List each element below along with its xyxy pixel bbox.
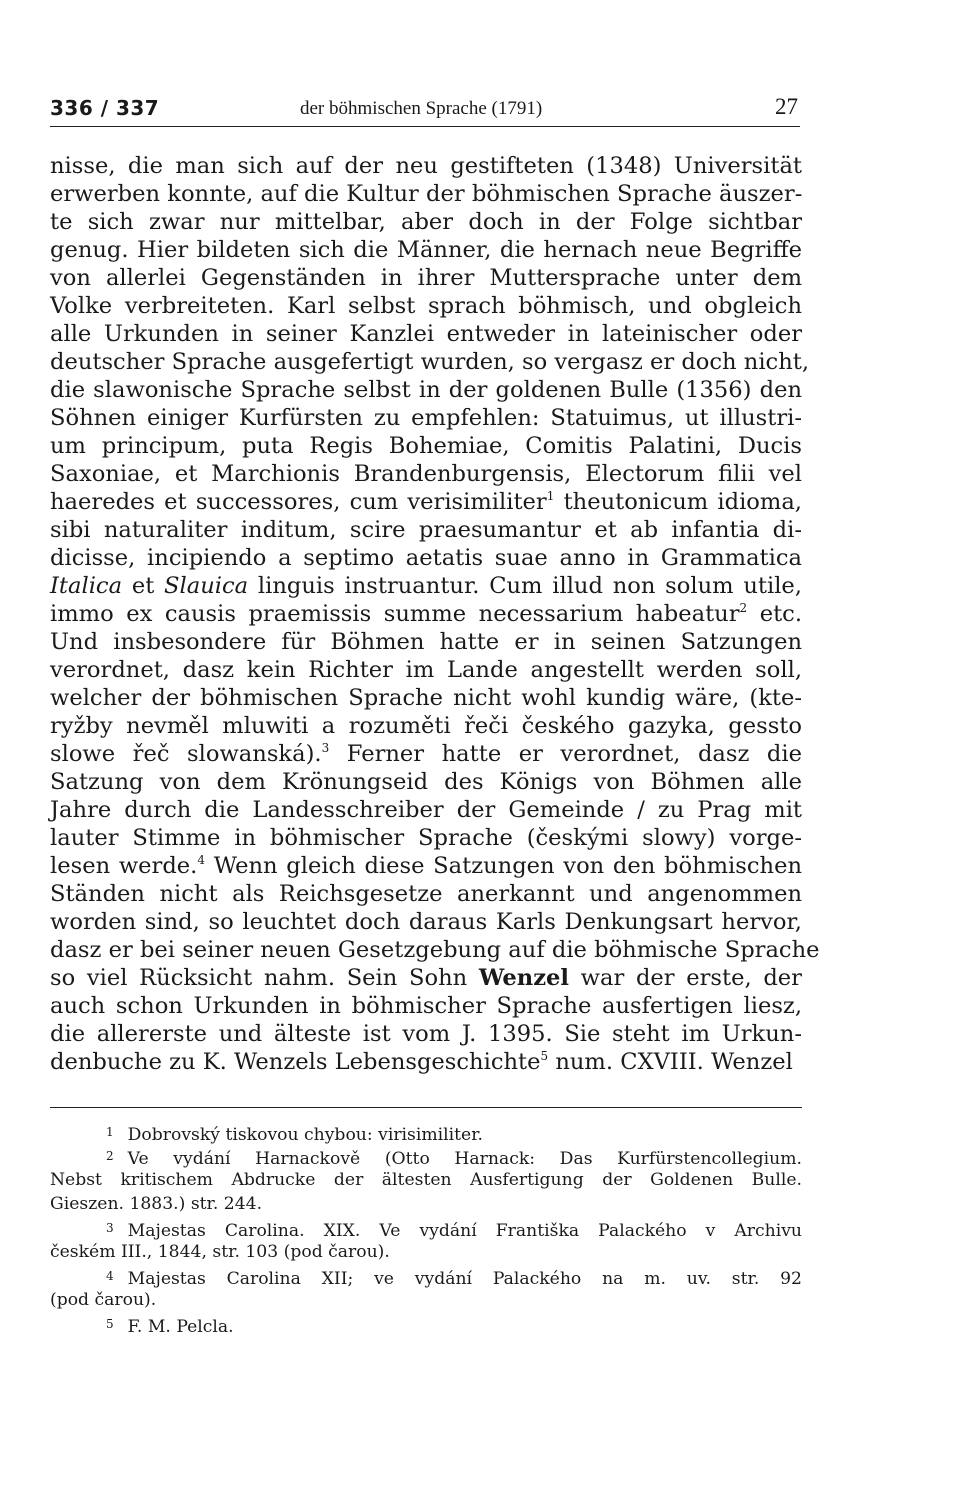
- running-header: [50, 92, 800, 127]
- footnote-line: [50, 1312, 802, 1336]
- text-segment: genug. Hier bildeten sich die Männer, die hernach neue Begriffe: [50, 237, 802, 263]
- page-range: 336 / 337: [50, 96, 160, 120]
- text-segment: Jahre durch die Landesschreiber der Gemeinde / zu Prag mit: [50, 797, 802, 823]
- text-line: [50, 1020, 802, 1048]
- bold-text: Wenzel: [478, 965, 569, 991]
- running-title: der böhmischen Sprache (1791): [300, 98, 543, 119]
- footnote-ref: 1: [546, 489, 555, 503]
- text-segment: verordnet, dasz kein Richter im Lande angestellt werden soll,: [50, 657, 802, 683]
- italic-text: Italica: [50, 573, 123, 599]
- footnote-ref: 5: [540, 1049, 549, 1063]
- text-segment: sibi naturaliter inditum, scire praesumantur et ab infantia di-: [50, 517, 802, 543]
- footnote-text: Dobrovský tiskovou chybou: virisimiliter.: [127, 1125, 484, 1145]
- text-line: [50, 208, 802, 236]
- text-segment: deutscher Sprache ausgefertigt wurden, so vergasz er doch nicht,: [50, 349, 810, 375]
- text-segment: welcher der böhmischen Sprache nicht wohl kundig wäre, (kte-: [50, 685, 802, 711]
- footnote-ref: 3: [321, 741, 330, 755]
- footnote-number: 3: [106, 1221, 114, 1235]
- text-line: [50, 488, 802, 516]
- text-segment: te sich zwar nur mittelbar, aber doch in der Folge sichtbar: [50, 209, 802, 235]
- text-segment: nisse, die man sich auf der neu gestifteten (1348) Universität: [50, 153, 802, 179]
- text-segment: die allererste und älteste ist vom J. 1395. Sie steht im Urkun-: [50, 1021, 802, 1047]
- main-text: [50, 152, 820, 1076]
- text-line: [50, 712, 802, 740]
- footnote-line: [50, 1120, 802, 1144]
- text-segment: Ferner hatte er verordnet, dasz die: [329, 741, 802, 767]
- italic-text: Slauica: [164, 573, 249, 599]
- footnote-line: [50, 1264, 802, 1288]
- text-line: [50, 292, 802, 320]
- footnote-text: Gieszen. 1883.) str. 244.: [50, 1194, 263, 1214]
- footnote-line: [50, 1144, 802, 1168]
- text-segment: so viel Rücksicht nahm. Sein Sohn: [50, 965, 479, 991]
- footnote-line: [50, 1240, 802, 1264]
- text-line: [50, 1048, 802, 1076]
- text-line: [50, 628, 802, 656]
- text-line: [50, 544, 802, 572]
- text-segment: slowe řeč slowanská).: [50, 741, 322, 767]
- footnote-line: [50, 1288, 802, 1312]
- footnote-text: Nebst kritischem Abdrucke der ältesten Ausfertigung der Goldenen Bulle.: [50, 1170, 802, 1190]
- footnote-text: Ve vydání Harnackově (Otto Harnack: Das Kurfürstencollegium.: [127, 1149, 802, 1169]
- text-line: [50, 824, 802, 852]
- text-segment: die slawonische Sprache selbst in der goldenen Bulle (1356) den: [50, 377, 802, 403]
- text-line: [50, 852, 802, 880]
- text-segment: Satzung von dem Krönungseid des Königs von Böhmen alle: [50, 769, 802, 795]
- footnote-text: F. M. Pelcla.: [127, 1317, 234, 1337]
- text-segment: Saxoniae, et Marchionis Brandenburgensis, Electorum filii vel: [50, 461, 802, 487]
- text-line: [50, 768, 802, 796]
- text-line: [50, 880, 802, 908]
- text-line: [50, 740, 802, 768]
- footnote-line: [50, 1192, 802, 1216]
- text-line: [50, 908, 802, 936]
- text-line: [50, 516, 802, 544]
- footnote-divider: [50, 1107, 802, 1108]
- text-segment: um principum, puta Regis Bohemiae, Comitis Palatini, Ducis: [50, 433, 802, 459]
- text-line: [50, 460, 802, 488]
- text-segment: lesen werde.: [50, 853, 198, 879]
- text-line: [50, 264, 802, 292]
- text-segment: immo ex causis praemissis summe necessarium habeatur: [50, 601, 740, 627]
- text-line: [50, 936, 820, 964]
- page-number: 27: [775, 94, 798, 119]
- footnote-text: Majestas Carolina XII; ve vydání Palackého na m. uv. str. 92: [127, 1269, 802, 1289]
- text-line: [50, 600, 802, 628]
- text-segment: Ständen nicht als Reichsgesetze anerkannt und angenommen: [50, 881, 802, 907]
- text-segment: Und insbesondere für Böhmen hatte er in seinen Satzungen: [50, 629, 802, 655]
- footnotes: [50, 1120, 802, 1336]
- footnote-line: [50, 1216, 802, 1240]
- text-segment: denbuche zu K. Wenzels Lebensgeschichte: [50, 1049, 541, 1075]
- text-line: [50, 572, 802, 600]
- text-line: [50, 348, 810, 376]
- text-segment: erwerben konnte, auf die Kultur der böhmischen Sprache äuszer-: [50, 181, 803, 207]
- text-segment: linguis instruantur. Cum illud non solum utile,: [248, 573, 802, 599]
- text-line: [50, 236, 802, 264]
- text-line: [50, 964, 802, 992]
- text-line: [50, 180, 802, 208]
- text-segment: et: [122, 573, 165, 599]
- text-segment: worden sind, so leuchtet doch daraus Karls Denkungsart hervor,: [50, 909, 802, 935]
- text-segment: Volke verbreiteten. Karl selbst sprach böhmisch, und obgleich: [50, 293, 802, 319]
- text-segment: theutonicum idioma,: [554, 489, 802, 515]
- footnote-number: 2: [106, 1149, 114, 1163]
- text-segment: Söhnen einiger Kurfürsten zu empfehlen: Statuimus, ut illustri-: [50, 405, 802, 431]
- text-segment: dasz er bei seiner neuen Gesetzgebung auf die böhmische Sprache: [50, 937, 820, 963]
- footnote-ref: 4: [197, 853, 205, 867]
- text-line: [50, 656, 802, 684]
- text-line: [50, 320, 802, 348]
- text-line: [50, 684, 802, 712]
- footnote-number: 1: [106, 1125, 114, 1139]
- text-line: [50, 404, 802, 432]
- text-segment: auch schon Urkunden in böhmischer Sprache ausfertigen liesz,: [50, 993, 802, 1019]
- text-segment: alle Urkunden in seiner Kanzlei entweder in lateinischer oder: [50, 321, 802, 347]
- footnote-ref: 2: [739, 601, 748, 615]
- footnote-text: českém III., 1844, str. 103 (pod čarou).: [50, 1242, 390, 1262]
- text-segment: lauter Stimme in böhmischer Sprache (českými slowy) vorge-: [50, 825, 802, 851]
- footnote-text: (pod čarou).: [50, 1290, 157, 1310]
- footnote-text: Majestas Carolina. XIX. Ve vydání Františka Palackého v Archivu: [127, 1221, 802, 1241]
- text-segment: von allerlei Gegenständen in ihrer Muttersprache unter dem: [50, 265, 802, 291]
- text-segment: war der erste, der: [568, 965, 802, 991]
- text-segment: etc.: [747, 601, 802, 627]
- footnote-line: [50, 1168, 802, 1192]
- text-segment: ryžby nevměl mluwiti a rozuměti řeči českého gazyka, gessto: [50, 713, 802, 739]
- text-line: [50, 796, 802, 824]
- text-line: [50, 432, 802, 460]
- text-line: [50, 376, 802, 404]
- text-segment: num. CXVIII. Wenzel: [548, 1049, 793, 1075]
- text-segment: haeredes et successores, cum verisimiliter: [50, 489, 547, 515]
- footnote-number: 4: [106, 1269, 114, 1283]
- text-segment: dicisse, incipiendo a septimo aetatis suae anno in Grammatica: [50, 545, 802, 571]
- footnote-number: 5: [106, 1317, 114, 1331]
- text-segment: Wenn gleich diese Satzungen von den böhmischen: [205, 853, 803, 879]
- text-line: [50, 152, 802, 180]
- text-line: [50, 992, 802, 1020]
